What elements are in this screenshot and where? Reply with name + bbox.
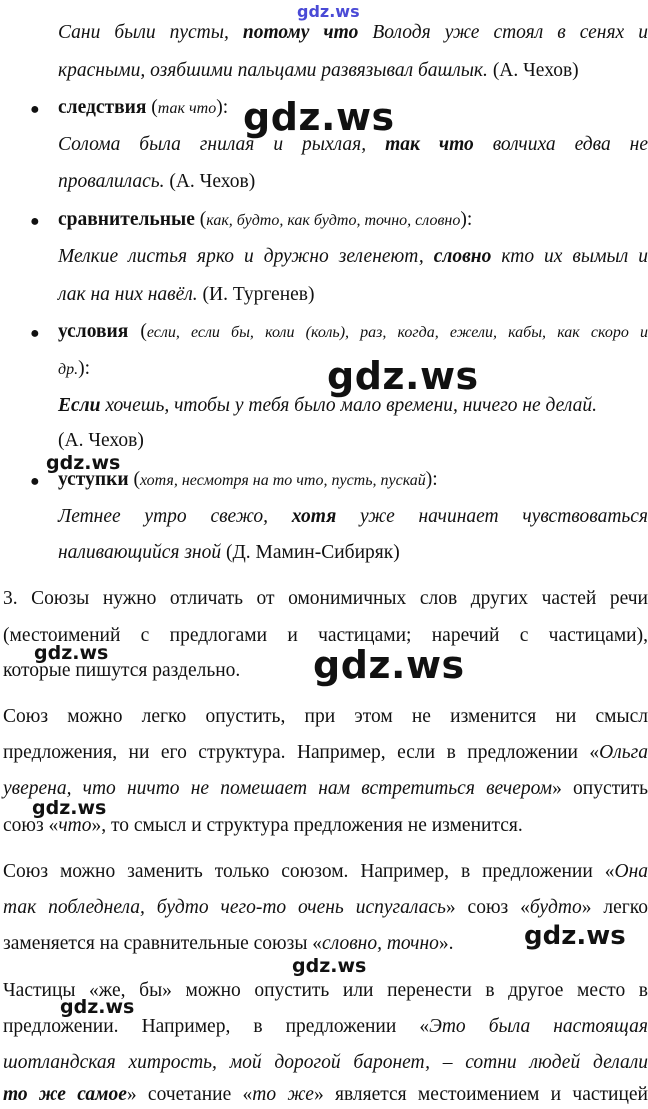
item-note: хотя, несмотря на то что, пусть, пускай (139, 472, 426, 489)
example-text: наливающийся зной (58, 542, 222, 563)
example-line (58, 22, 648, 44)
bullet-icon: ● (30, 213, 40, 230)
example-line (58, 134, 648, 156)
example-text: хочешь, чтобы у тебя было мало времени, ничего не делай. (100, 395, 597, 416)
text-run: » опустить (552, 778, 648, 799)
item-term: следствия (58, 97, 147, 118)
example-line (58, 60, 648, 82)
text-run: », то смысл и структура предложения не изменится. (91, 815, 523, 836)
paren-open: ( (128, 469, 140, 490)
example-text: Володя уже стоял в сенях и (358, 22, 648, 43)
italic-run: уверена, что ничто не помешает нам встретиться вечером (3, 778, 553, 799)
example-line (58, 542, 648, 564)
text-run: ». (438, 933, 454, 954)
example-text: лак на них навёл. (58, 284, 198, 305)
paragraph-line (3, 1084, 648, 1106)
item-note: др. (58, 361, 79, 378)
example-author: (И. Тургенев) (197, 284, 315, 305)
text-run: предложении. Например, в предложении « (3, 1016, 430, 1037)
bullet-icon: ● (30, 325, 40, 342)
example-text: провалилась. (58, 171, 165, 192)
example-line (58, 246, 648, 268)
italic-run: так побледнела, будто чего-то очень испугалась (3, 897, 446, 918)
watermark: gdz.ws (60, 996, 135, 1018)
paragraph-line: шотландская хитрость, мой дорогой баронет, – сотни людей делали (3, 1052, 648, 1073)
item-note: если, если бы, коли (коль), раз, когда, ежели, кабы, как скоро и (146, 324, 648, 341)
text-run: Союз можно заменить только союзом. Например, в предложении « (3, 861, 615, 882)
list-item-sravnitelnye (58, 209, 648, 231)
watermark: gdz.ws (32, 797, 107, 819)
text-run: » является местоимением и частицей (313, 1084, 648, 1105)
list-item-usloviya (58, 321, 648, 343)
watermark: gdz.ws (243, 95, 395, 139)
example-line (58, 430, 648, 452)
paragraph-line: (местоимений с предлогами и частицами; наречий с частицами), (3, 625, 648, 646)
watermark: gdz.ws (313, 643, 465, 687)
bullet-icon: ● (30, 473, 40, 490)
example-line (58, 506, 648, 528)
text-run: » союз « (445, 897, 530, 918)
example-text: Мелкие листья ярко и дружно зеленеют, (58, 246, 434, 267)
watermark: gdz.ws (327, 354, 479, 398)
item-note: так что (157, 100, 217, 117)
paragraph-line: 3. Союзы нужно отличать от омонимичных слов других частей речи (3, 588, 648, 609)
italic-run: Она (614, 861, 648, 882)
item-term: условия (58, 321, 129, 342)
paragraph-line: которые пишутся раздельно. (3, 660, 241, 681)
item-term: сравнительные (58, 209, 195, 230)
example-author: (А. Чехов) (164, 171, 256, 192)
list-item-ustupki (58, 469, 648, 491)
example-text: уже начинает чувствоваться (336, 506, 648, 527)
watermark: gdz.ws (34, 642, 109, 664)
item-term: уступки (58, 469, 129, 490)
bold-italic-run: то же самое (3, 1084, 127, 1105)
text-run: » сочетание « (126, 1084, 253, 1105)
paren-open: ( (194, 209, 207, 230)
paragraph-line (3, 897, 648, 919)
paragraph-line: Союз можно легко опустить, при этом не изменится ни смысл (3, 706, 648, 727)
italic-run: то же (252, 1084, 314, 1105)
example-text: Солома была гнилая и рыхлая, (58, 134, 386, 155)
italic-run: Это была настоящая (429, 1016, 648, 1037)
conjunction-highlight: потому что (242, 22, 359, 43)
example-text: кто их вымыл и (491, 246, 648, 267)
watermark: gdz.ws (292, 955, 367, 977)
example-text: Сани были пусты, (58, 22, 243, 43)
paren-close: ): (460, 209, 473, 230)
example-line (58, 171, 648, 193)
paren-open: ( (146, 97, 158, 118)
example-text: Летнее утро свежо, (58, 506, 292, 527)
item-note: как, будто, как будто, точно, словно (206, 212, 461, 229)
paren-open: ( (128, 321, 147, 342)
example-author: (А. Чехов) (58, 430, 144, 451)
italic-run: что (58, 815, 92, 836)
bullet-icon: ● (30, 101, 40, 118)
example-text: волчиха едва не (473, 134, 648, 155)
watermark: gdz.ws (524, 921, 626, 951)
example-author: (Д. Мамин-Сибиряк) (221, 542, 400, 563)
watermark-top: gdz.ws (297, 2, 360, 21)
watermark: gdz.ws (46, 452, 121, 474)
paragraph-line (3, 815, 648, 837)
paragraph-line (3, 1016, 648, 1038)
italic-run: будто (529, 897, 582, 918)
example-line (58, 284, 648, 306)
italic-run: Ольга (599, 742, 648, 763)
paren-close: ): (216, 97, 229, 118)
conjunction-highlight: так что (385, 134, 474, 155)
text-run: » легко (581, 897, 648, 918)
paragraph-line: Частицы «же, бы» можно опустить или перенести в другое место в (3, 980, 648, 1001)
paragraph-line (3, 861, 648, 883)
conjunction-highlight: хотя (291, 506, 337, 527)
example-author: (А. Чехов) (487, 60, 579, 81)
conjunction-highlight: словно (433, 246, 492, 267)
example-text: красными, озябшими пальцами развязывал башлык. (58, 60, 488, 81)
text-run: предложения, ни его структура. Например, если в предложении « (3, 742, 600, 763)
paren-close: ): (78, 358, 91, 379)
text-run: заменяется на сравнительные союзы « (3, 933, 323, 954)
example-line (58, 395, 648, 417)
conjunction-highlight: Если (58, 395, 101, 416)
italic-run: словно, точно (322, 933, 439, 954)
paren-close: ): (425, 469, 438, 490)
paragraph-line (3, 742, 648, 764)
text-run: союз « (3, 815, 59, 836)
